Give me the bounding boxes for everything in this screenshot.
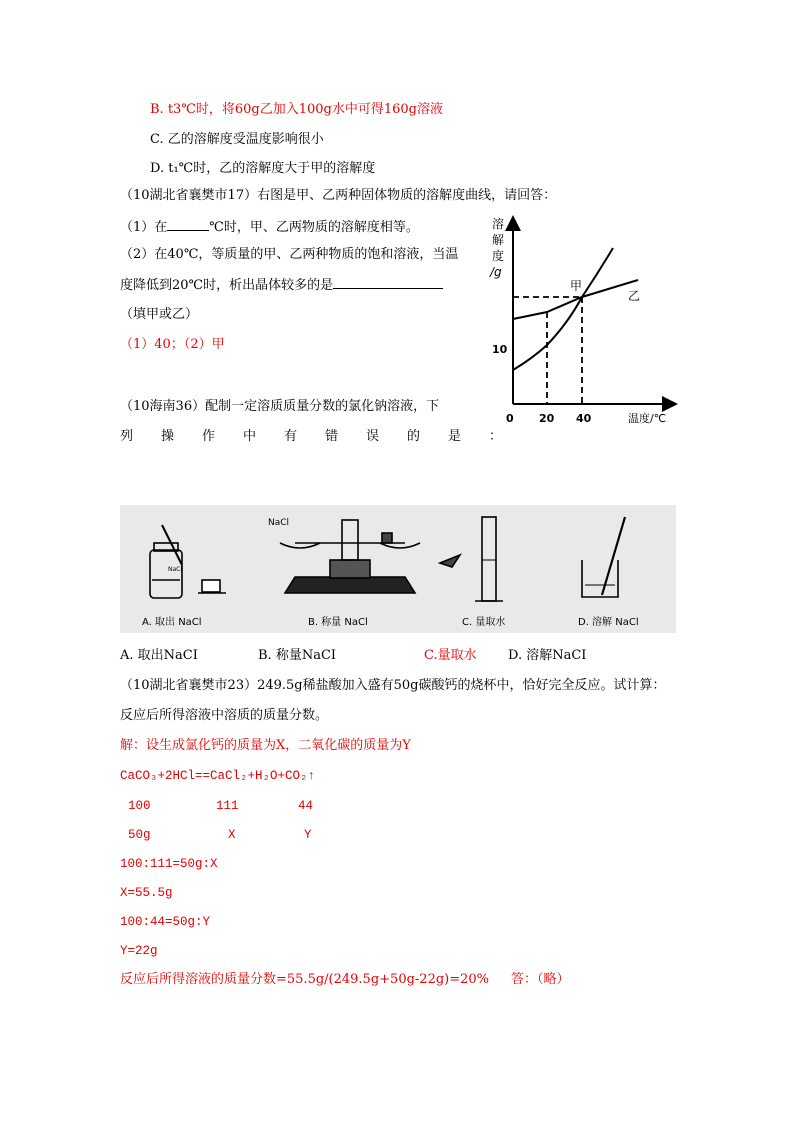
y-label-char-3: 度	[492, 249, 505, 263]
option-c: C. 乙的溶解度受温度影响很小	[150, 132, 324, 147]
q36-option-a: A. 取出NaCI	[120, 648, 198, 663]
y-tick-10: 10	[492, 343, 508, 356]
lab-figure	[120, 505, 676, 633]
q17-part2-text: 度降低到20℃时，析出晶体较多的是	[120, 278, 334, 293]
label-yi: 乙	[628, 289, 641, 303]
solution-answer: 答：（略）	[511, 972, 570, 987]
solution-ratio-2: 100:44=50g:Y	[120, 915, 211, 929]
option-b: B. t3℃时，将60g乙加入100g水中可得160g溶液	[150, 102, 443, 117]
q17-part1-text-b: ℃时，甲、乙两物质的溶解度相等。	[209, 220, 419, 235]
solution-result-2: Y=22g	[120, 944, 158, 958]
q36-option-d: D. 溶解NaCI	[508, 648, 587, 663]
solution-mass-2: 111	[216, 799, 239, 813]
solubility-graph	[478, 208, 680, 430]
q36-option-c: C.量取水	[424, 648, 477, 663]
solution-result-1: X=55.5g	[120, 886, 173, 900]
q17-answer: （1）40；（2）甲	[120, 337, 225, 352]
figure-label-a: A. 取出 NaCl	[142, 617, 202, 628]
solution-equation: CaCO₃+2HCl==CaCl₂+H₂O+CO₂↑	[120, 769, 316, 783]
x-tick-40: 40	[576, 412, 592, 425]
q17-part2-line3: （填甲或乙）	[120, 307, 199, 322]
y-unit: /g	[490, 265, 502, 279]
q17-part2-line2	[120, 276, 443, 295]
figure-label-b: B. 称量 NaCl	[308, 617, 368, 628]
solution-mass-1: 100	[128, 799, 151, 813]
solution-mass-3: 44	[298, 799, 314, 813]
q17-part2-line1: （2）在40℃，等质量的甲、乙两种物质的饱和溶液，当温	[120, 247, 459, 262]
option-d: D. t₁℃时，乙的溶解度大于甲的溶解度	[150, 161, 376, 176]
y-label-char-2: 解	[492, 233, 505, 247]
curve-jia	[513, 248, 613, 370]
x-axis-label: 温度/℃	[628, 412, 667, 425]
solution-ratio-1: 100:111=50g:X	[120, 857, 218, 871]
q17-blank-2	[333, 276, 443, 289]
figure-label-d: D. 溶解 NaCl	[578, 617, 639, 628]
q17-blank-1	[167, 218, 209, 231]
figure-b-nacl: NaCl	[268, 518, 290, 528]
figure-label-c: C. 量取水	[462, 617, 506, 628]
q36-option-b: B. 称量NaCI	[258, 648, 337, 663]
solution-final: 反应后所得溶液的质量分数=55.5g/(249.5g+50g-22g)=20%	[120, 972, 490, 987]
label-jia: 甲	[570, 279, 583, 293]
solution-given-1: 50g	[128, 828, 151, 842]
solution-given-2: X	[228, 828, 236, 842]
solution-let: 解：设生成氯化钙的质量为X，二氧化碳的质量为Y	[120, 738, 411, 753]
origin-label: 0	[506, 412, 514, 425]
q23-line2: 反应后所得溶液中溶质的质量分数。	[120, 708, 329, 723]
y-label-char-1: 溶	[492, 217, 505, 231]
q17-part1-text-a: （1）在	[120, 220, 168, 235]
q17-intro: （10湖北省襄樊市17）右图是甲、乙两种固体物质的溶解度曲线，请回答：	[120, 188, 557, 203]
q23-line1: （10湖北省襄樊市23）249.5g稀盐酸加入盛有50g碳酸钙的烧杯中，恰好完全反应。试计算：	[120, 678, 666, 693]
q36-intro: （10海南36）配制一定溶质质量分数的氯化钠溶液，下	[120, 399, 440, 414]
figure-a-jar-label: NaCl	[168, 566, 183, 573]
solution-given-3: Y	[304, 828, 312, 842]
q17-part1	[120, 218, 419, 237]
x-tick-20: 20	[539, 412, 555, 425]
q36-line2: 列操作中有错误的是：	[120, 429, 531, 444]
